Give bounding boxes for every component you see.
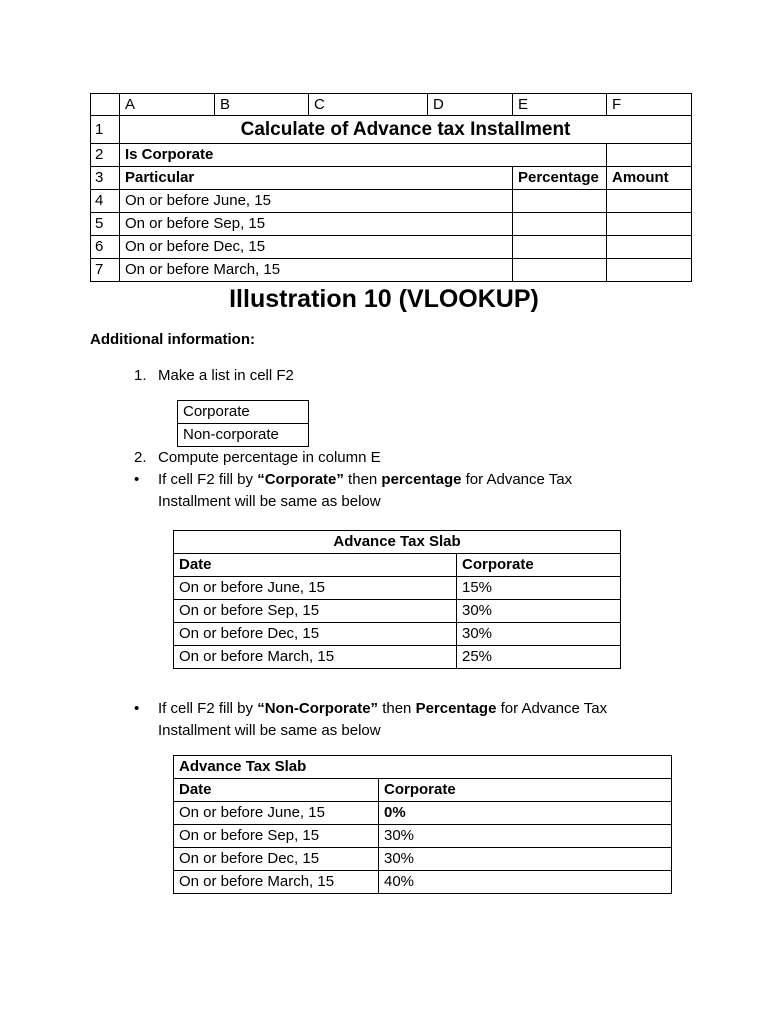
slab-date-header: Date bbox=[174, 779, 379, 802]
column-header-row bbox=[91, 94, 692, 116]
column-header-f: F bbox=[607, 94, 692, 116]
column-header-c: C bbox=[309, 94, 428, 116]
step-number: 1. bbox=[134, 367, 147, 384]
slab-date-header: Date bbox=[174, 554, 457, 577]
slab-row bbox=[174, 577, 621, 600]
bullet-mid: then bbox=[343, 471, 382, 488]
sheet-row-3 bbox=[91, 167, 692, 190]
step-text: Make a list in cell F2 bbox=[158, 367, 294, 384]
sheet-row-1 bbox=[91, 116, 692, 144]
bullet-dot-icon: • bbox=[134, 471, 140, 488]
non-corporate-slab-table bbox=[173, 755, 672, 894]
slab-row bbox=[174, 600, 621, 623]
bullet-prefix: If cell F2 fill by bbox=[158, 700, 258, 717]
list-option: Corporate bbox=[178, 401, 309, 424]
bullet-non-corporate bbox=[134, 698, 628, 742]
bullet-corporate bbox=[134, 469, 628, 513]
slab-value: 30% bbox=[379, 825, 672, 848]
slab-date: On or before March, 15 bbox=[174, 871, 379, 894]
corporate-slab-table bbox=[173, 530, 621, 669]
column-header-a: A bbox=[120, 94, 215, 116]
bullet-text bbox=[158, 698, 628, 742]
column-header-d: D bbox=[428, 94, 513, 116]
sheet-row-5 bbox=[91, 213, 692, 236]
slab-date: On or before March, 15 bbox=[174, 646, 457, 669]
slab-value: 30% bbox=[457, 600, 621, 623]
bullet-mid: then bbox=[378, 700, 416, 717]
bullet-term: “Corporate” bbox=[257, 471, 344, 488]
slab-row bbox=[174, 623, 621, 646]
bullet-term: “Non-Corporate” bbox=[257, 700, 379, 717]
slab-row bbox=[174, 802, 672, 825]
percentage-cell[interactable] bbox=[513, 213, 607, 236]
slab-date: On or before Sep, 15 bbox=[174, 600, 457, 623]
slab-row bbox=[174, 871, 672, 894]
corner-cell bbox=[91, 94, 120, 116]
slab-caption: Advance Tax Slab bbox=[174, 756, 672, 779]
slab-date: On or before Sep, 15 bbox=[174, 825, 379, 848]
row-number: 3 bbox=[91, 167, 120, 190]
bullet-keyword: percentage bbox=[381, 471, 462, 488]
date-cell: On or before Sep, 15 bbox=[120, 213, 513, 236]
step-2 bbox=[134, 447, 628, 469]
sheet-row-6 bbox=[91, 236, 692, 259]
bullet-prefix: If cell F2 fill by bbox=[158, 471, 258, 488]
bullet-keyword: Percentage bbox=[415, 700, 497, 717]
slab-value: 30% bbox=[379, 848, 672, 871]
date-cell: On or before Dec, 15 bbox=[120, 236, 513, 259]
slab-row bbox=[174, 848, 672, 871]
slab-value: 15% bbox=[457, 577, 621, 600]
slab-value: 40% bbox=[379, 871, 672, 894]
column-header-b: B bbox=[215, 94, 309, 116]
row-number: 6 bbox=[91, 236, 120, 259]
illustration-title: Illustration 10 (VLOOKUP) bbox=[229, 285, 539, 313]
cell-f2[interactable] bbox=[607, 144, 692, 167]
bullet-suffix: for Advance Tax Installment will be same as below bbox=[158, 471, 573, 510]
percentage-cell[interactable] bbox=[513, 236, 607, 259]
additional-info-heading: Additional information: bbox=[90, 331, 255, 348]
slab-caption: Advance Tax Slab bbox=[174, 531, 621, 554]
slab-date: On or before June, 15 bbox=[174, 802, 379, 825]
slab-value: 0% bbox=[379, 802, 672, 825]
bullet-suffix: for Advance Tax Installment will be same as below bbox=[158, 700, 608, 739]
row-number: 1 bbox=[91, 116, 120, 144]
bullet-dot-icon: • bbox=[134, 700, 140, 717]
list-options-table bbox=[177, 400, 309, 447]
percentage-header: Percentage bbox=[513, 167, 607, 190]
step-number: 2. bbox=[134, 449, 147, 466]
sheet-row-2 bbox=[91, 144, 692, 167]
amount-cell[interactable] bbox=[607, 236, 692, 259]
spreadsheet-table bbox=[90, 93, 692, 282]
amount-cell[interactable] bbox=[607, 213, 692, 236]
row-number: 7 bbox=[91, 259, 120, 282]
amount-cell[interactable] bbox=[607, 259, 692, 282]
slab-date: On or before Dec, 15 bbox=[174, 623, 457, 646]
amount-header: Amount bbox=[607, 167, 692, 190]
slab-value-header: Corporate bbox=[379, 779, 672, 802]
slab-value: 30% bbox=[457, 623, 621, 646]
particular-header: Particular bbox=[120, 167, 513, 190]
percentage-cell[interactable] bbox=[513, 190, 607, 213]
percentage-cell[interactable] bbox=[513, 259, 607, 282]
slab-value: 25% bbox=[457, 646, 621, 669]
slab-row bbox=[174, 646, 621, 669]
slab-date: On or before June, 15 bbox=[174, 577, 457, 600]
sheet-row-4 bbox=[91, 190, 692, 213]
column-header-e: E bbox=[513, 94, 607, 116]
amount-cell[interactable] bbox=[607, 190, 692, 213]
row-number: 4 bbox=[91, 190, 120, 213]
is-corporate-label: Is Corporate bbox=[120, 144, 607, 167]
slab-date: On or before Dec, 15 bbox=[174, 848, 379, 871]
date-cell: On or before June, 15 bbox=[120, 190, 513, 213]
slab-row bbox=[174, 825, 672, 848]
step-1 bbox=[134, 365, 628, 387]
slab-value-header: Corporate bbox=[457, 554, 621, 577]
sheet-title: Calculate of Advance tax Installment bbox=[120, 116, 692, 144]
row-number: 2 bbox=[91, 144, 120, 167]
row-number: 5 bbox=[91, 213, 120, 236]
list-option: Non-corporate bbox=[178, 424, 309, 447]
step-text: Compute percentage in column E bbox=[158, 449, 381, 466]
sheet-row-7 bbox=[91, 259, 692, 282]
bullet-text bbox=[158, 469, 628, 513]
date-cell: On or before March, 15 bbox=[120, 259, 513, 282]
